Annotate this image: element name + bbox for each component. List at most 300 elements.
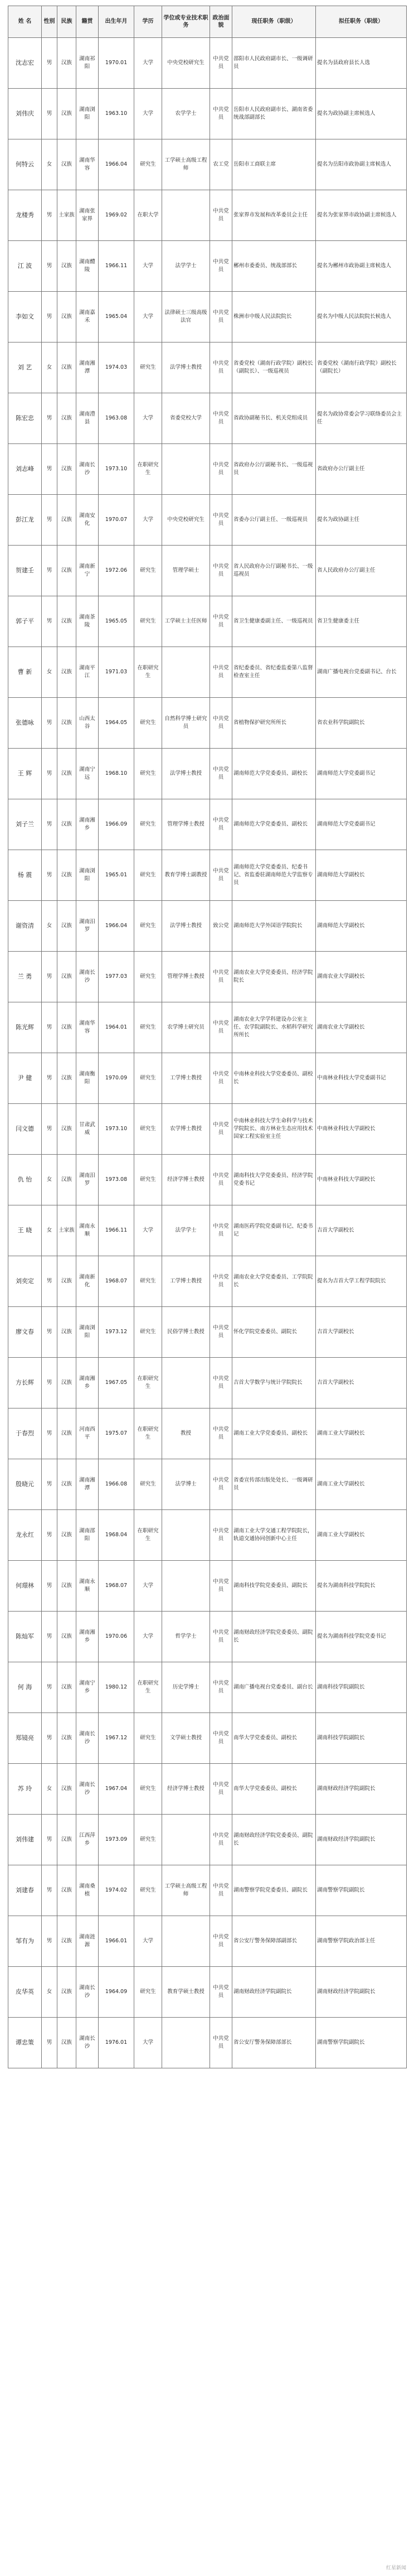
table-row xyxy=(8,698,407,749)
table-row xyxy=(8,952,407,1002)
cell-ethnicity: 汉族 xyxy=(57,89,76,139)
cell-ethnicity: 汉族 xyxy=(57,901,76,952)
table-row xyxy=(8,1561,407,1612)
cell-proposed-post: 湖南科技学院副院长 xyxy=(316,1662,407,1713)
cell-origin: 湖南平江 xyxy=(76,647,99,698)
cell-degree: 法律硕士三级高级法官 xyxy=(162,292,210,342)
cell-education: 研究生 xyxy=(134,952,162,1002)
cell-education: 在职研究生 xyxy=(134,1510,162,1561)
cell-political: 中共党员 xyxy=(210,241,232,292)
cell-political: 中共党员 xyxy=(210,38,232,89)
cell-political: 中共党员 xyxy=(210,1764,232,1815)
cell-political: 中共党员 xyxy=(210,850,232,901)
cell-name: 陈灿军 xyxy=(8,1612,42,1662)
cell-gender: 女 xyxy=(42,901,57,952)
cell-political: 中共党员 xyxy=(210,1459,232,1510)
cell-ethnicity: 汉族 xyxy=(57,1104,76,1155)
cell-ethnicity: 汉族 xyxy=(57,1358,76,1408)
cell-current-post: 张家界市发展和改革委员会主任 xyxy=(232,190,316,241)
cell-education: 大学 xyxy=(134,393,162,444)
cell-current-post: 岳阳市工商联主席 xyxy=(232,139,316,190)
cell-degree xyxy=(162,1358,210,1408)
cell-gender: 男 xyxy=(42,698,57,749)
header-ethnicity: 民族 xyxy=(57,6,76,38)
cell-origin: 甘肃武威 xyxy=(76,1104,99,1155)
cell-current-post: 株洲市中级人民法院院长 xyxy=(232,292,316,342)
cell-origin: 湖南永顺 xyxy=(76,1205,99,1256)
cell-ethnicity: 汉族 xyxy=(57,749,76,799)
cell-political: 中共党员 xyxy=(210,1307,232,1358)
cell-origin: 湖南永顺 xyxy=(76,1561,99,1612)
cell-education: 研究生 xyxy=(134,139,162,190)
cell-current-post: 湖南财政经济学院党委委员、副院长 xyxy=(232,1612,316,1662)
cell-ethnicity: 汉族 xyxy=(57,1155,76,1205)
cell-current-post: 湖南科技大学党委委员、经济学院党委书记 xyxy=(232,1155,316,1205)
cell-education: 研究生 xyxy=(134,1865,162,1916)
table-row xyxy=(8,495,407,546)
cell-ethnicity: 汉族 xyxy=(57,1053,76,1104)
cell-birth: 1970.01 xyxy=(99,38,134,89)
cell-proposed-post: 提名为湖南科技学院党委书记 xyxy=(316,1612,407,1662)
cell-current-post: 中南林业科技大学党委委员、副校长 xyxy=(232,1053,316,1104)
cell-current-post: 怀化学院党委委员、副院长 xyxy=(232,1307,316,1358)
table-row xyxy=(8,2018,407,2068)
cell-name: 兰 勇 xyxy=(8,952,42,1002)
cell-proposed-post: 湖南师范大学副校长 xyxy=(316,850,407,901)
table-row xyxy=(8,1865,407,1916)
cell-current-post: 省委宣传部出版处处长、一级调研员 xyxy=(232,1459,316,1510)
table-row xyxy=(8,139,407,190)
cell-gender: 男 xyxy=(42,190,57,241)
cell-political: 中共党员 xyxy=(210,2018,232,2068)
cell-origin: 湖南华容 xyxy=(76,1002,99,1053)
cell-name: 王 晓 xyxy=(8,1205,42,1256)
cell-birth: 1970.09 xyxy=(99,1053,134,1104)
table-row xyxy=(8,1155,407,1205)
table-row xyxy=(8,342,407,393)
cell-education: 研究生 xyxy=(134,850,162,901)
cell-proposed-post: 提名为政协常委会学习联络委员会主任 xyxy=(316,393,407,444)
cell-ethnicity: 汉族 xyxy=(57,1662,76,1713)
table-row xyxy=(8,444,407,495)
cell-birth: 1966.04 xyxy=(99,139,134,190)
cell-degree: 农学博士教授 xyxy=(162,1104,210,1155)
cell-gender: 男 xyxy=(42,1815,57,1865)
cell-gender: 男 xyxy=(42,1256,57,1307)
cell-name: 彭江龙 xyxy=(8,495,42,546)
cell-education: 研究生 xyxy=(134,1713,162,1764)
cell-political: 中共党员 xyxy=(210,190,232,241)
table-row xyxy=(8,1104,407,1155)
cell-degree: 工学硕士高级工程师 xyxy=(162,1865,210,1916)
cell-name: 谢资清 xyxy=(8,901,42,952)
cell-education: 研究生 xyxy=(134,342,162,393)
cell-proposed-post: 湖南科技学院副院长 xyxy=(316,1713,407,1764)
cell-proposed-post: 湖南农业大学副校长 xyxy=(316,952,407,1002)
cell-political: 中共党员 xyxy=(210,799,232,850)
cell-political: 中共党员 xyxy=(210,1612,232,1662)
cell-education: 在职研究生 xyxy=(134,647,162,698)
cell-proposed-post: 吉首大学副校长 xyxy=(316,1307,407,1358)
table-row xyxy=(8,749,407,799)
table-row xyxy=(8,38,407,89)
cell-name: 龙永红 xyxy=(8,1510,42,1561)
table-row xyxy=(8,1510,407,1561)
cell-gender: 男 xyxy=(42,292,57,342)
cell-origin: 湖南华容 xyxy=(76,139,99,190)
cell-birth: 1973.12 xyxy=(99,1307,134,1358)
cell-gender: 女 xyxy=(42,1155,57,1205)
cell-name: 陈宏忠 xyxy=(8,393,42,444)
cell-origin: 湖南新化 xyxy=(76,1256,99,1307)
cell-education: 研究生 xyxy=(134,799,162,850)
cell-current-post: 省纪委委员、省纪委监委第八监督检查室主任 xyxy=(232,647,316,698)
cell-origin: 湖南涟源 xyxy=(76,1916,99,1967)
table-row xyxy=(8,1307,407,1358)
cell-ethnicity: 汉族 xyxy=(57,342,76,393)
cell-name: 皮华英 xyxy=(8,1967,42,2018)
cell-origin: 湖南汨罗 xyxy=(76,901,99,952)
cell-birth: 1974.02 xyxy=(99,1865,134,1916)
cell-proposed-post: 湖南财政经济学院副院长 xyxy=(316,1815,407,1865)
cell-political: 中共党员 xyxy=(210,1561,232,1612)
cell-birth: 1966.11 xyxy=(99,1205,134,1256)
cell-gender: 男 xyxy=(42,1053,57,1104)
cell-education: 研究生 xyxy=(134,1764,162,1815)
table-row xyxy=(8,1358,407,1408)
cell-birth: 1968.04 xyxy=(99,1510,134,1561)
header-education: 学历 xyxy=(134,6,162,38)
cell-ethnicity: 汉族 xyxy=(57,292,76,342)
cell-political: 中共党员 xyxy=(210,1815,232,1865)
cell-current-post: 省人民政府办公厅副秘书长、一级巡视员 xyxy=(232,546,316,596)
cell-current-post: 湖南科技学院党委委员、副院长 xyxy=(232,1561,316,1612)
cell-gender: 男 xyxy=(42,1002,57,1053)
cell-degree xyxy=(162,1510,210,1561)
cell-origin: 湖南湘乡 xyxy=(76,1358,99,1408)
cell-education: 大学 xyxy=(134,38,162,89)
header-origin: 籍贯 xyxy=(76,6,99,38)
cell-degree: 省委党校大学 xyxy=(162,393,210,444)
cell-name: 刘奕定 xyxy=(8,1256,42,1307)
cell-ethnicity: 汉族 xyxy=(57,596,76,647)
cell-name: 刘 艺 xyxy=(8,342,42,393)
cell-education: 大学 xyxy=(134,495,162,546)
cell-current-post: 省政府办公厅副秘书长、一级巡视员 xyxy=(232,444,316,495)
cell-political: 致公党 xyxy=(210,901,232,952)
cell-current-post: 邵阳市人民政府副市长、一级调研员 xyxy=(232,38,316,89)
cell-name: 殷晓元 xyxy=(8,1459,42,1510)
cell-proposed-post: 湖南农业大学副校长 xyxy=(316,1002,407,1053)
cell-degree xyxy=(162,2018,210,2068)
cell-birth: 1976.01 xyxy=(99,2018,134,2068)
cell-name: 何 海 xyxy=(8,1662,42,1713)
cell-current-post: 省植物保护研究所所长 xyxy=(232,698,316,749)
cell-political: 中共党员 xyxy=(210,596,232,647)
cell-birth: 1973.09 xyxy=(99,1815,134,1865)
cell-current-post: 省公安厅警务保障部副部长 xyxy=(232,1916,316,1967)
cell-birth: 1964.09 xyxy=(99,1967,134,2018)
cell-current-post: 南华大学党委委员、副校长 xyxy=(232,1713,316,1764)
cell-origin: 湖南醴陵 xyxy=(76,241,99,292)
cell-current-post: 省委党校（湖南行政学院）副校长（副院长）、一级巡视员 xyxy=(232,342,316,393)
cell-degree: 民俗学博士教授 xyxy=(162,1307,210,1358)
cell-ethnicity: 汉族 xyxy=(57,38,76,89)
cell-education: 大学 xyxy=(134,1205,162,1256)
cell-degree: 教育学博士副教授 xyxy=(162,850,210,901)
cell-name: 刘伟庆 xyxy=(8,89,42,139)
cell-political: 中共党员 xyxy=(210,1662,232,1713)
cell-ethnicity: 汉族 xyxy=(57,850,76,901)
cell-education: 研究生 xyxy=(134,1104,162,1155)
cell-political: 中共党员 xyxy=(210,698,232,749)
cell-political: 中共党员 xyxy=(210,952,232,1002)
cell-proposed-post: 中南林业科技大学副校长 xyxy=(316,1155,407,1205)
cell-name: 廖文春 xyxy=(8,1307,42,1358)
cell-education: 大学 xyxy=(134,2018,162,2068)
cell-proposed-post: 省政府办公厅副主任 xyxy=(316,444,407,495)
cell-birth: 1974.03 xyxy=(99,342,134,393)
cell-birth: 1971.03 xyxy=(99,647,134,698)
cell-education: 研究生 xyxy=(134,546,162,596)
cell-gender: 男 xyxy=(42,2018,57,2068)
cell-origin: 湖南长沙 xyxy=(76,1764,99,1815)
cell-proposed-post: 湖南警察学院副院长 xyxy=(316,2018,407,2068)
table-row xyxy=(8,596,407,647)
cell-origin: 湖南祁阳 xyxy=(76,38,99,89)
cell-education: 大学 xyxy=(134,241,162,292)
cell-origin: 湖南嘉禾 xyxy=(76,292,99,342)
cell-gender: 男 xyxy=(42,952,57,1002)
cell-name: 尹 健 xyxy=(8,1053,42,1104)
cell-ethnicity: 汉族 xyxy=(57,495,76,546)
cell-name: 杨 震 xyxy=(8,850,42,901)
cell-birth: 1977.03 xyxy=(99,952,134,1002)
cell-name: 何璟林 xyxy=(8,1561,42,1612)
cell-degree xyxy=(162,1815,210,1865)
cell-education: 大学 xyxy=(134,89,162,139)
cell-ethnicity: 汉族 xyxy=(57,139,76,190)
cell-name: 李如文 xyxy=(8,292,42,342)
cell-ethnicity: 汉族 xyxy=(57,952,76,1002)
cell-name: 于春烈 xyxy=(8,1408,42,1459)
cell-birth: 1965.01 xyxy=(99,850,134,901)
cell-current-post: 岳阳市人民政府副市长、湖南省委统战部副部长 xyxy=(232,89,316,139)
cell-birth: 1967.04 xyxy=(99,1764,134,1815)
cell-current-post: 省政协副秘书长、机关党组成员 xyxy=(232,393,316,444)
appointment-document xyxy=(8,6,406,2068)
cell-degree: 经济学博士教授 xyxy=(162,1764,210,1815)
cell-origin: 江西萍乡 xyxy=(76,1815,99,1865)
cell-education: 研究生 xyxy=(134,1256,162,1307)
cell-degree: 中央党校研究生 xyxy=(162,38,210,89)
cell-current-post: 郴州市委委员、统战部部长 xyxy=(232,241,316,292)
cell-current-post: 湖南广播电视台党委委员、副台长 xyxy=(232,1662,316,1713)
cell-birth: 1963.08 xyxy=(99,393,134,444)
header-gender: 性别 xyxy=(42,6,57,38)
cell-name: 方长辉 xyxy=(8,1358,42,1408)
cell-current-post: 南华大学党委委员、副校长 xyxy=(232,1764,316,1815)
cell-ethnicity: 土家族 xyxy=(57,190,76,241)
cell-proposed-post: 湖南工业大学副校长 xyxy=(316,1510,407,1561)
cell-origin: 湖南湘潭 xyxy=(76,342,99,393)
cell-political: 中共党员 xyxy=(210,1713,232,1764)
cell-ethnicity: 汉族 xyxy=(57,1713,76,1764)
cell-gender: 男 xyxy=(42,1612,57,1662)
table-row xyxy=(8,546,407,596)
table-row xyxy=(8,292,407,342)
table-row xyxy=(8,1967,407,2018)
cell-ethnicity: 汉族 xyxy=(57,647,76,698)
cell-ethnicity: 汉族 xyxy=(57,2018,76,2068)
cell-degree: 文学硕士教授 xyxy=(162,1713,210,1764)
table-row xyxy=(8,393,407,444)
cell-political: 中共党员 xyxy=(210,342,232,393)
cell-education: 研究生 xyxy=(134,1053,162,1104)
cell-degree: 法学博士教授 xyxy=(162,901,210,952)
cell-ethnicity: 汉族 xyxy=(57,1307,76,1358)
cell-ethnicity: 汉族 xyxy=(57,444,76,495)
cell-proposed-post: 提名为县政府县长人选 xyxy=(316,38,407,89)
cell-degree: 法学博士教授 xyxy=(162,749,210,799)
cell-origin: 湖南长沙 xyxy=(76,1967,99,2018)
cell-origin: 湖南桑植 xyxy=(76,1865,99,1916)
cell-birth: 1968.10 xyxy=(99,749,134,799)
cell-education: 研究生 xyxy=(134,1307,162,1358)
cell-origin: 湖南宁远 xyxy=(76,749,99,799)
cell-birth: 1973.08 xyxy=(99,1155,134,1205)
cell-birth: 1973.10 xyxy=(99,444,134,495)
cell-degree: 法学学士 xyxy=(162,241,210,292)
cell-birth: 1964.05 xyxy=(99,698,134,749)
cell-birth: 1972.06 xyxy=(99,546,134,596)
cell-birth: 1968.07 xyxy=(99,1561,134,1612)
cell-degree: 经济学博士教授 xyxy=(162,1155,210,1205)
cell-proposed-post: 中南林业科技大学副校长 xyxy=(316,1104,407,1155)
cell-proposed-post: 省卫生健康委主任 xyxy=(316,596,407,647)
cell-name: 贺建壬 xyxy=(8,546,42,596)
cell-origin: 湖南长沙 xyxy=(76,2018,99,2068)
cell-degree: 工学博士教授 xyxy=(162,1256,210,1307)
cell-proposed-post: 湖南财政经济学院副院长 xyxy=(316,1967,407,2018)
cell-gender: 男 xyxy=(42,850,57,901)
cell-proposed-post: 湖南广播电视台党委副书记、台长 xyxy=(316,647,407,698)
cell-origin: 湖南新宁 xyxy=(76,546,99,596)
cell-political: 中共党员 xyxy=(210,1408,232,1459)
cell-current-post: 湖南农业大学学科建设办公室主任、农学院副院长、水稻科学研究所所长 xyxy=(232,1002,316,1053)
cell-origin: 湖南张家界 xyxy=(76,190,99,241)
cell-origin: 湖南湘潭 xyxy=(76,1459,99,1510)
cell-gender: 男 xyxy=(42,1358,57,1408)
cell-degree: 教授 xyxy=(162,1408,210,1459)
cell-gender: 女 xyxy=(42,1205,57,1256)
cell-origin: 湖南长沙 xyxy=(76,444,99,495)
cell-name: 郭子平 xyxy=(8,596,42,647)
header-current-post: 现任职务（职级） xyxy=(232,6,316,38)
cell-ethnicity: 汉族 xyxy=(57,1967,76,2018)
table-row xyxy=(8,1815,407,1865)
cell-degree: 农学学士 xyxy=(162,89,210,139)
table-row xyxy=(8,1916,407,1967)
cell-birth: 1964.01 xyxy=(99,1002,134,1053)
cell-degree: 工学硕士主任医师 xyxy=(162,596,210,647)
cell-birth: 1969.02 xyxy=(99,190,134,241)
cell-proposed-post: 湖南警察学院政治部主任 xyxy=(316,1916,407,1967)
cell-gender: 女 xyxy=(42,342,57,393)
cell-name: 刘子兰 xyxy=(8,799,42,850)
cell-degree xyxy=(162,1561,210,1612)
cell-political: 中共党员 xyxy=(210,1967,232,2018)
cell-gender: 男 xyxy=(42,596,57,647)
cell-political: 中共党员 xyxy=(210,1865,232,1916)
cell-education: 研究生 xyxy=(134,1155,162,1205)
table-row xyxy=(8,190,407,241)
cell-gender: 男 xyxy=(42,1662,57,1713)
cell-birth: 1966.09 xyxy=(99,799,134,850)
cell-education: 在职研究生 xyxy=(134,1358,162,1408)
cell-proposed-post: 提名为政协副主任 xyxy=(316,495,407,546)
cell-birth: 1967.05 xyxy=(99,1358,134,1408)
cell-birth: 1966.04 xyxy=(99,901,134,952)
cell-proposed-post: 提名为郴州市政协副主席候选人 xyxy=(316,241,407,292)
cell-political: 中共党员 xyxy=(210,444,232,495)
cell-ethnicity: 汉族 xyxy=(57,1764,76,1815)
cell-political: 中共党员 xyxy=(210,495,232,546)
cell-degree: 管理学博士教授 xyxy=(162,799,210,850)
cell-gender: 男 xyxy=(42,38,57,89)
cell-gender: 男 xyxy=(42,241,57,292)
cell-current-post: 湖南师范大学党委委员、副校长 xyxy=(232,749,316,799)
cell-political: 中共党员 xyxy=(210,1358,232,1408)
table-row xyxy=(8,1459,407,1510)
cell-gender: 男 xyxy=(42,89,57,139)
cell-degree: 管理学博士教授 xyxy=(162,952,210,1002)
cell-origin: 湖南长沙 xyxy=(76,952,99,1002)
cell-name: 邹有为 xyxy=(8,1916,42,1967)
cell-proposed-post: 省委党校（湖南行政学院）副校长（副院长） xyxy=(316,342,407,393)
cell-gender: 男 xyxy=(42,1408,57,1459)
cell-education: 研究生 xyxy=(134,1967,162,2018)
cell-proposed-post: 湖南师范大学副校长 xyxy=(316,901,407,952)
cell-degree: 历史学博士 xyxy=(162,1662,210,1713)
cell-origin: 湖南衡阳 xyxy=(76,1053,99,1104)
cell-current-post: 湖南农业大学党委委员、工学院院长 xyxy=(232,1256,316,1307)
cell-proposed-post: 提名为岳阳市政协副主席候选人 xyxy=(316,139,407,190)
cell-political: 中共党员 xyxy=(210,1002,232,1053)
cell-origin: 湖南湘乡 xyxy=(76,799,99,850)
cell-name: 仇 怡 xyxy=(8,1155,42,1205)
cell-current-post: 湖南财政经济学院副院长 xyxy=(232,1967,316,2018)
cell-political: 中共党员 xyxy=(210,1155,232,1205)
cell-proposed-post: 吉首大学副校长 xyxy=(316,1358,407,1408)
cell-proposed-post: 湖南师范大学党委副书记 xyxy=(316,799,407,850)
cell-proposed-post: 提名为政协副主席候选人 xyxy=(316,89,407,139)
cell-ethnicity: 汉族 xyxy=(57,1865,76,1916)
cell-proposed-post: 湖南财政经济学院副院长 xyxy=(316,1764,407,1815)
cell-proposed-post: 提名为湖南科技学院院长 xyxy=(316,1561,407,1612)
cell-gender: 男 xyxy=(42,1561,57,1612)
cell-current-post: 湖南师范大学外国语学院院长 xyxy=(232,901,316,952)
cell-origin: 湖南澧县 xyxy=(76,393,99,444)
cell-ethnicity: 汉族 xyxy=(57,698,76,749)
table-row xyxy=(8,647,407,698)
cell-name: 刘志峰 xyxy=(8,444,42,495)
cell-proposed-post: 省农业科学院副院长 xyxy=(316,698,407,749)
cell-birth: 1965.05 xyxy=(99,596,134,647)
cell-name: 苏 玲 xyxy=(8,1764,42,1815)
cell-birth: 1966.08 xyxy=(99,1459,134,1510)
cell-ethnicity: 汉族 xyxy=(57,1459,76,1510)
